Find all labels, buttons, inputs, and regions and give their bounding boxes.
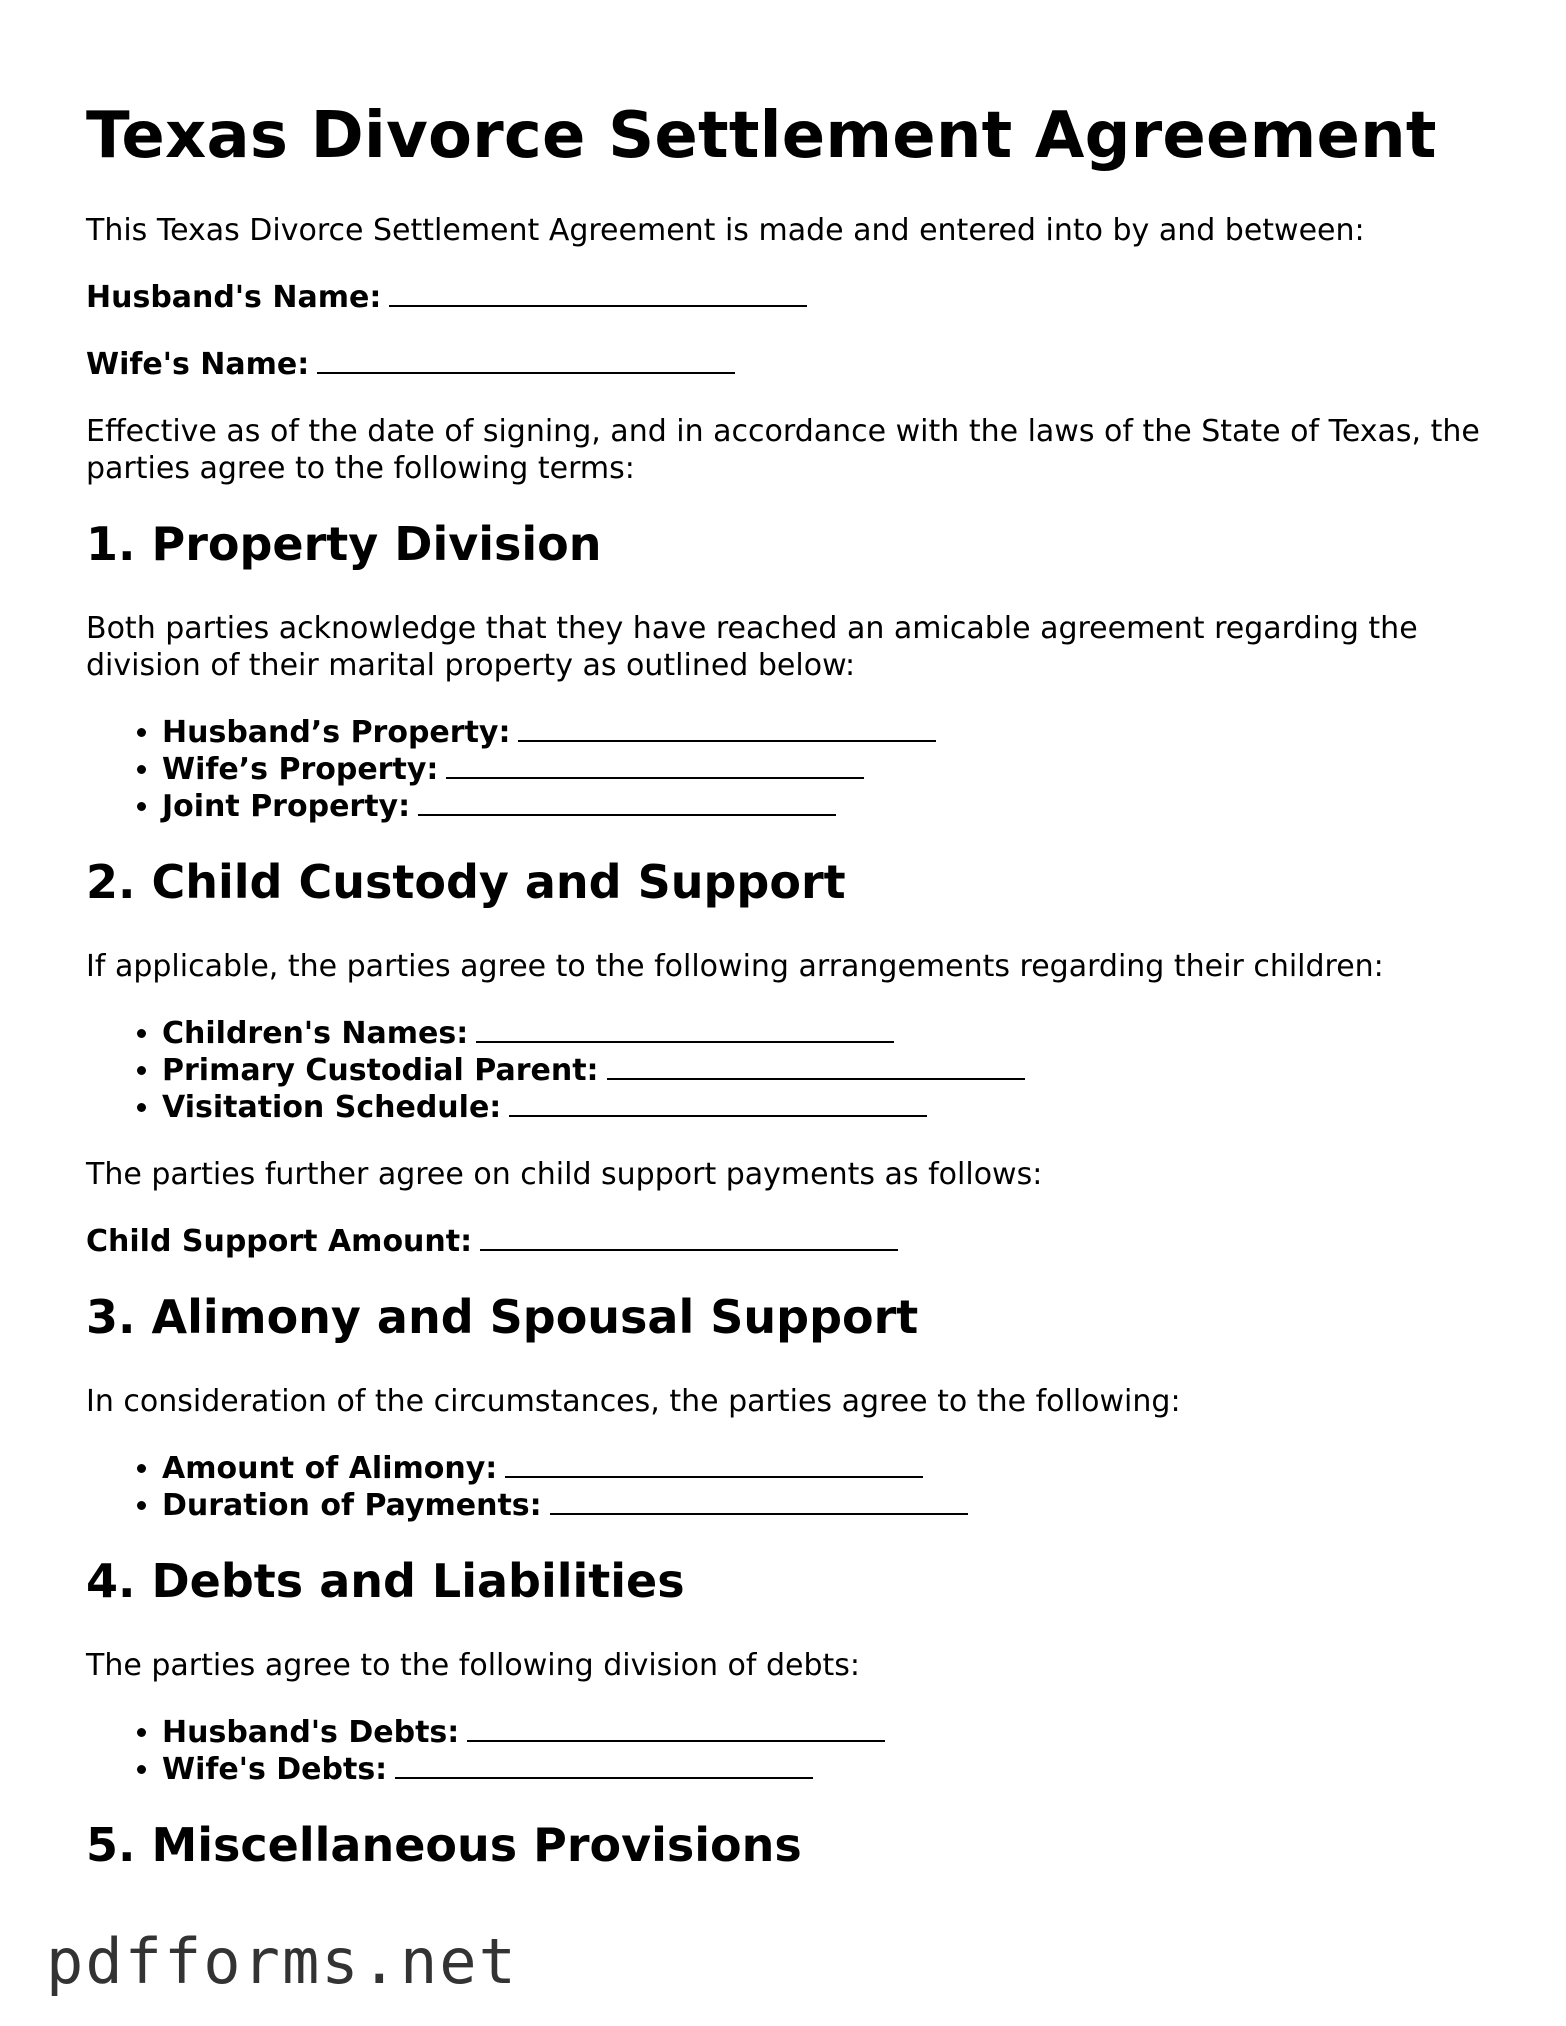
visitation-schedule-label: Visitation Schedule: — [162, 1089, 502, 1125]
alimony-amount-label: Amount of Alimony: — [162, 1451, 498, 1487]
custodial-parent-label: Primary Custodial Parent: — [162, 1052, 599, 1088]
wife-debts-blank[interactable] — [395, 1751, 813, 1779]
list-item — [162, 1714, 1486, 1751]
list-item — [162, 1450, 1486, 1487]
custody-list — [86, 1015, 1486, 1126]
husband-name-label: Husband's Name: — [86, 279, 382, 315]
debts-paragraph: The parties agree to the following division of debts: — [86, 1648, 861, 1684]
visitation-schedule-blank[interactable] — [509, 1089, 927, 1117]
list-item — [162, 1089, 1486, 1126]
property-paragraph: Both parties acknowledge that they have reached an amicable agreement regarding the division of their marital property as outlined below: — [86, 610, 1418, 683]
wife-property-blank[interactable] — [446, 751, 864, 779]
child-support-blank[interactable] — [480, 1223, 898, 1251]
husband-name-field — [86, 279, 1486, 316]
custodial-parent-blank[interactable] — [607, 1052, 1025, 1080]
wife-name-label: Wife's Name: — [86, 346, 310, 382]
section-heading-misc: 5. Miscellaneous Provisions — [86, 1818, 802, 1873]
support-paragraph: The parties further agree on child support payments as follows: — [86, 1156, 1043, 1192]
document-title: Texas Divorce Settlement Agreement — [86, 99, 1437, 173]
child-support-label: Child Support Amount: — [86, 1223, 473, 1259]
list-item — [162, 751, 1486, 788]
section-heading-debts: 4. Debts and Liabilities — [86, 1554, 685, 1609]
section-heading-alimony: 3. Alimony and Spousal Support — [86, 1289, 919, 1344]
property-list — [86, 714, 1486, 825]
section-heading-property: 1. Property Division — [86, 516, 602, 571]
wife-debts-label: Wife's Debts: — [162, 1752, 388, 1788]
joint-property-blank[interactable] — [418, 788, 836, 816]
husband-name-blank[interactable] — [389, 279, 807, 307]
list-item — [162, 1015, 1486, 1052]
child-support-field — [86, 1223, 1486, 1260]
joint-property-label: Joint Property: — [162, 788, 411, 824]
intro-paragraph: This Texas Divorce Settlement Agreement is made and entered into by and between: — [86, 212, 1365, 248]
payment-duration-blank[interactable] — [550, 1487, 968, 1515]
list-item — [162, 1487, 1486, 1524]
wife-name-blank[interactable] — [317, 346, 735, 374]
alimony-paragraph: In consideration of the circumstances, the parties agree to the following: — [86, 1384, 1181, 1420]
wife-property-label: Wife’s Property: — [162, 751, 439, 787]
husband-property-label: Husband’s Property: — [162, 714, 511, 750]
debts-list — [86, 1714, 1486, 1788]
document-page — [86, 100, 1486, 1912]
custody-paragraph: If applicable, the parties agree to the following arrangements regarding their children: — [86, 948, 1384, 984]
list-item — [162, 714, 1486, 751]
list-item — [162, 788, 1486, 825]
list-item — [162, 1751, 1486, 1788]
watermark-logo: pdfforms.net — [46, 1925, 518, 1998]
husband-debts-label: Husband's Debts: — [162, 1715, 460, 1751]
husband-property-blank[interactable] — [518, 714, 936, 742]
section-heading-custody: 2. Child Custody and Support — [86, 854, 846, 909]
list-item — [162, 1052, 1486, 1089]
alimony-amount-blank[interactable] — [505, 1450, 923, 1478]
payment-duration-label: Duration of Payments: — [162, 1488, 542, 1524]
effective-paragraph: Effective as of the date of signing, and in accordance with the laws of the State of Texas, the parties agree to the following terms: — [86, 413, 1480, 486]
husband-debts-blank[interactable] — [467, 1714, 885, 1742]
children-names-blank[interactable] — [476, 1015, 894, 1043]
wife-name-field — [86, 346, 1486, 383]
alimony-list — [86, 1450, 1486, 1524]
children-names-label: Children's Names: — [162, 1015, 469, 1051]
